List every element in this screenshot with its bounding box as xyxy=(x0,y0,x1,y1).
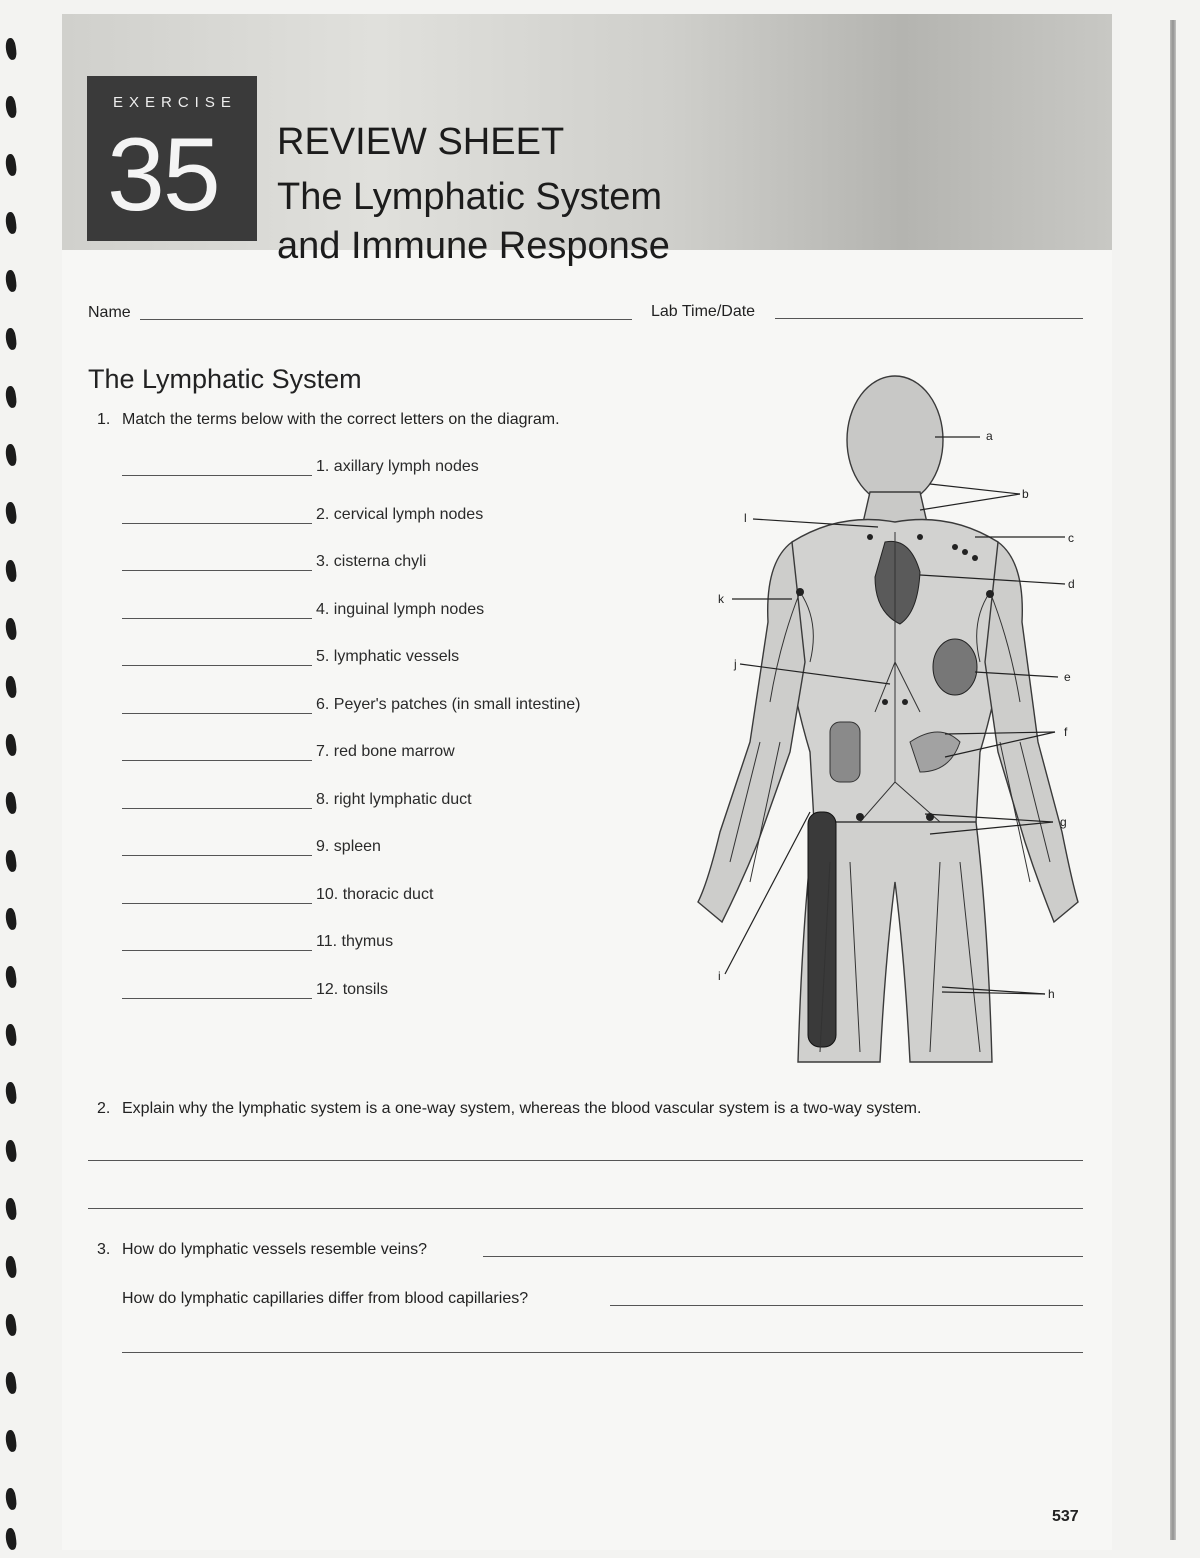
match-term: 2. cervical lymph nodes xyxy=(316,506,484,523)
binder-hole xyxy=(5,95,18,118)
binder-hole xyxy=(5,153,18,176)
binder-hole xyxy=(5,907,18,930)
binder-hole xyxy=(5,269,18,292)
diagram-label-a: a xyxy=(986,429,993,443)
q3-number: 3. xyxy=(97,1241,111,1258)
q2-answer-line-1[interactable] xyxy=(88,1160,1083,1161)
match-row xyxy=(122,743,682,765)
binder-hole xyxy=(5,849,18,872)
q2-prompt: Explain why the lymphatic system is a one-way system, whereas the blood vascular system is a two-way system. xyxy=(122,1100,922,1117)
match-term: 3. cisterna chyli xyxy=(316,553,427,570)
binder-hole xyxy=(5,501,18,524)
section-title: The Lymphatic System xyxy=(88,364,362,394)
q3a-answer-line[interactable] xyxy=(483,1256,1083,1257)
binder-hole xyxy=(5,965,18,988)
spleen-shape xyxy=(933,639,977,695)
match-term: 8. right lymphatic duct xyxy=(316,791,472,808)
answer-blank[interactable] xyxy=(122,760,312,761)
answer-blank[interactable] xyxy=(122,998,312,999)
answer-blank[interactable] xyxy=(122,475,312,476)
exercise-number: 35 xyxy=(107,117,219,233)
match-term: 1. axillary lymph nodes xyxy=(316,458,479,475)
match-row xyxy=(122,458,682,480)
match-row xyxy=(122,886,682,908)
answer-blank[interactable] xyxy=(122,570,312,571)
binder-hole xyxy=(5,791,18,814)
binder-hole xyxy=(5,675,18,698)
binder-hole xyxy=(5,443,18,466)
diagram-label-e: e xyxy=(1064,670,1071,684)
diagram-label-b: b xyxy=(1022,487,1029,501)
subtitle-line-2: and Immune Response xyxy=(277,225,670,267)
match-term: 5. lymphatic vessels xyxy=(316,648,460,665)
q2-answer-line-2[interactable] xyxy=(88,1208,1083,1209)
binder-hole xyxy=(5,1139,18,1162)
diagram-label-l: l xyxy=(744,511,747,525)
binder-hole xyxy=(5,385,18,408)
diagram-label-c: c xyxy=(1068,531,1074,545)
labtime-label: Lab Time/Date xyxy=(651,303,756,320)
answer-blank[interactable] xyxy=(122,713,312,714)
binder-holes xyxy=(6,30,26,1550)
diagram-label-g: g xyxy=(1060,815,1067,829)
answer-blank[interactable] xyxy=(122,950,312,951)
answer-blank[interactable] xyxy=(122,665,312,666)
binder-hole xyxy=(5,1197,18,1220)
diagram-label-f: f xyxy=(1064,725,1068,739)
match-row xyxy=(122,981,682,1003)
diagram-label-h: h xyxy=(1048,987,1055,1001)
binder-hole xyxy=(5,327,18,350)
head-shape xyxy=(847,376,943,504)
exercise-badge xyxy=(87,76,257,241)
binder-hole xyxy=(5,1429,18,1452)
page-edge-shadow xyxy=(1170,20,1176,1540)
binder-hole xyxy=(5,559,18,582)
match-term: 7. red bone marrow xyxy=(316,743,455,760)
name-field[interactable] xyxy=(140,319,632,320)
binder-hole xyxy=(5,1023,18,1046)
binder-hole xyxy=(5,617,18,640)
q2-number: 2. xyxy=(97,1100,111,1117)
binder-hole xyxy=(5,211,18,234)
binder-hole xyxy=(5,733,18,756)
match-row xyxy=(122,696,682,718)
binder-hole xyxy=(5,37,18,60)
diagram-label-j: j xyxy=(734,657,737,671)
body-illustration xyxy=(680,362,1100,1082)
exercise-label: EXERCISE xyxy=(113,94,237,111)
binder-hole xyxy=(5,1371,18,1394)
answer-blank[interactable] xyxy=(122,618,312,619)
page-number: 537 xyxy=(1052,1508,1079,1525)
match-row xyxy=(122,553,682,575)
answer-blank[interactable] xyxy=(122,523,312,524)
match-term: 6. Peyer's patches (in small intestine) xyxy=(316,696,581,713)
match-term: 9. spleen xyxy=(316,838,381,855)
binder-hole xyxy=(5,1081,18,1104)
q1-prompt: Match the terms below with the correct letters on the diagram. xyxy=(122,411,560,428)
match-row xyxy=(122,506,682,528)
binder-hole xyxy=(5,1255,18,1278)
binder-hole xyxy=(5,1527,18,1550)
q3b-answer-line[interactable] xyxy=(610,1305,1083,1306)
answer-blank[interactable] xyxy=(122,855,312,856)
match-row xyxy=(122,791,682,813)
intestine-shape xyxy=(830,722,860,782)
match-term: 10. thoracic duct xyxy=(316,886,434,903)
diagram-label-k: k xyxy=(718,592,724,606)
diagram-label-i: i xyxy=(718,969,721,983)
binder-hole xyxy=(5,1487,18,1510)
match-row xyxy=(122,601,682,623)
answer-blank[interactable] xyxy=(122,903,312,904)
name-label: Name xyxy=(88,304,131,321)
q3-prompt-a: How do lymphatic vessels resemble veins? xyxy=(122,1241,428,1258)
match-row xyxy=(122,838,682,860)
match-row xyxy=(122,933,682,955)
match-term: 11. thymus xyxy=(316,933,394,950)
lymphatic-system-diagram xyxy=(680,362,1100,1082)
answer-blank[interactable] xyxy=(122,808,312,809)
match-term: 12. tonsils xyxy=(316,981,389,998)
q3b-answer-line-2[interactable] xyxy=(122,1352,1083,1353)
review-sheet-title: REVIEW SHEET xyxy=(277,121,565,163)
q1-number: 1. xyxy=(97,411,111,428)
q3-prompt-b: How do lymphatic capillaries differ from blood capillaries? xyxy=(122,1290,529,1307)
diagram-label-d: d xyxy=(1068,577,1075,591)
match-term: 4. inguinal lymph nodes xyxy=(316,601,485,618)
binder-hole xyxy=(5,1313,18,1336)
match-row xyxy=(122,648,682,670)
labtime-field[interactable] xyxy=(775,318,1083,319)
subtitle-line-1: The Lymphatic System xyxy=(277,176,663,218)
